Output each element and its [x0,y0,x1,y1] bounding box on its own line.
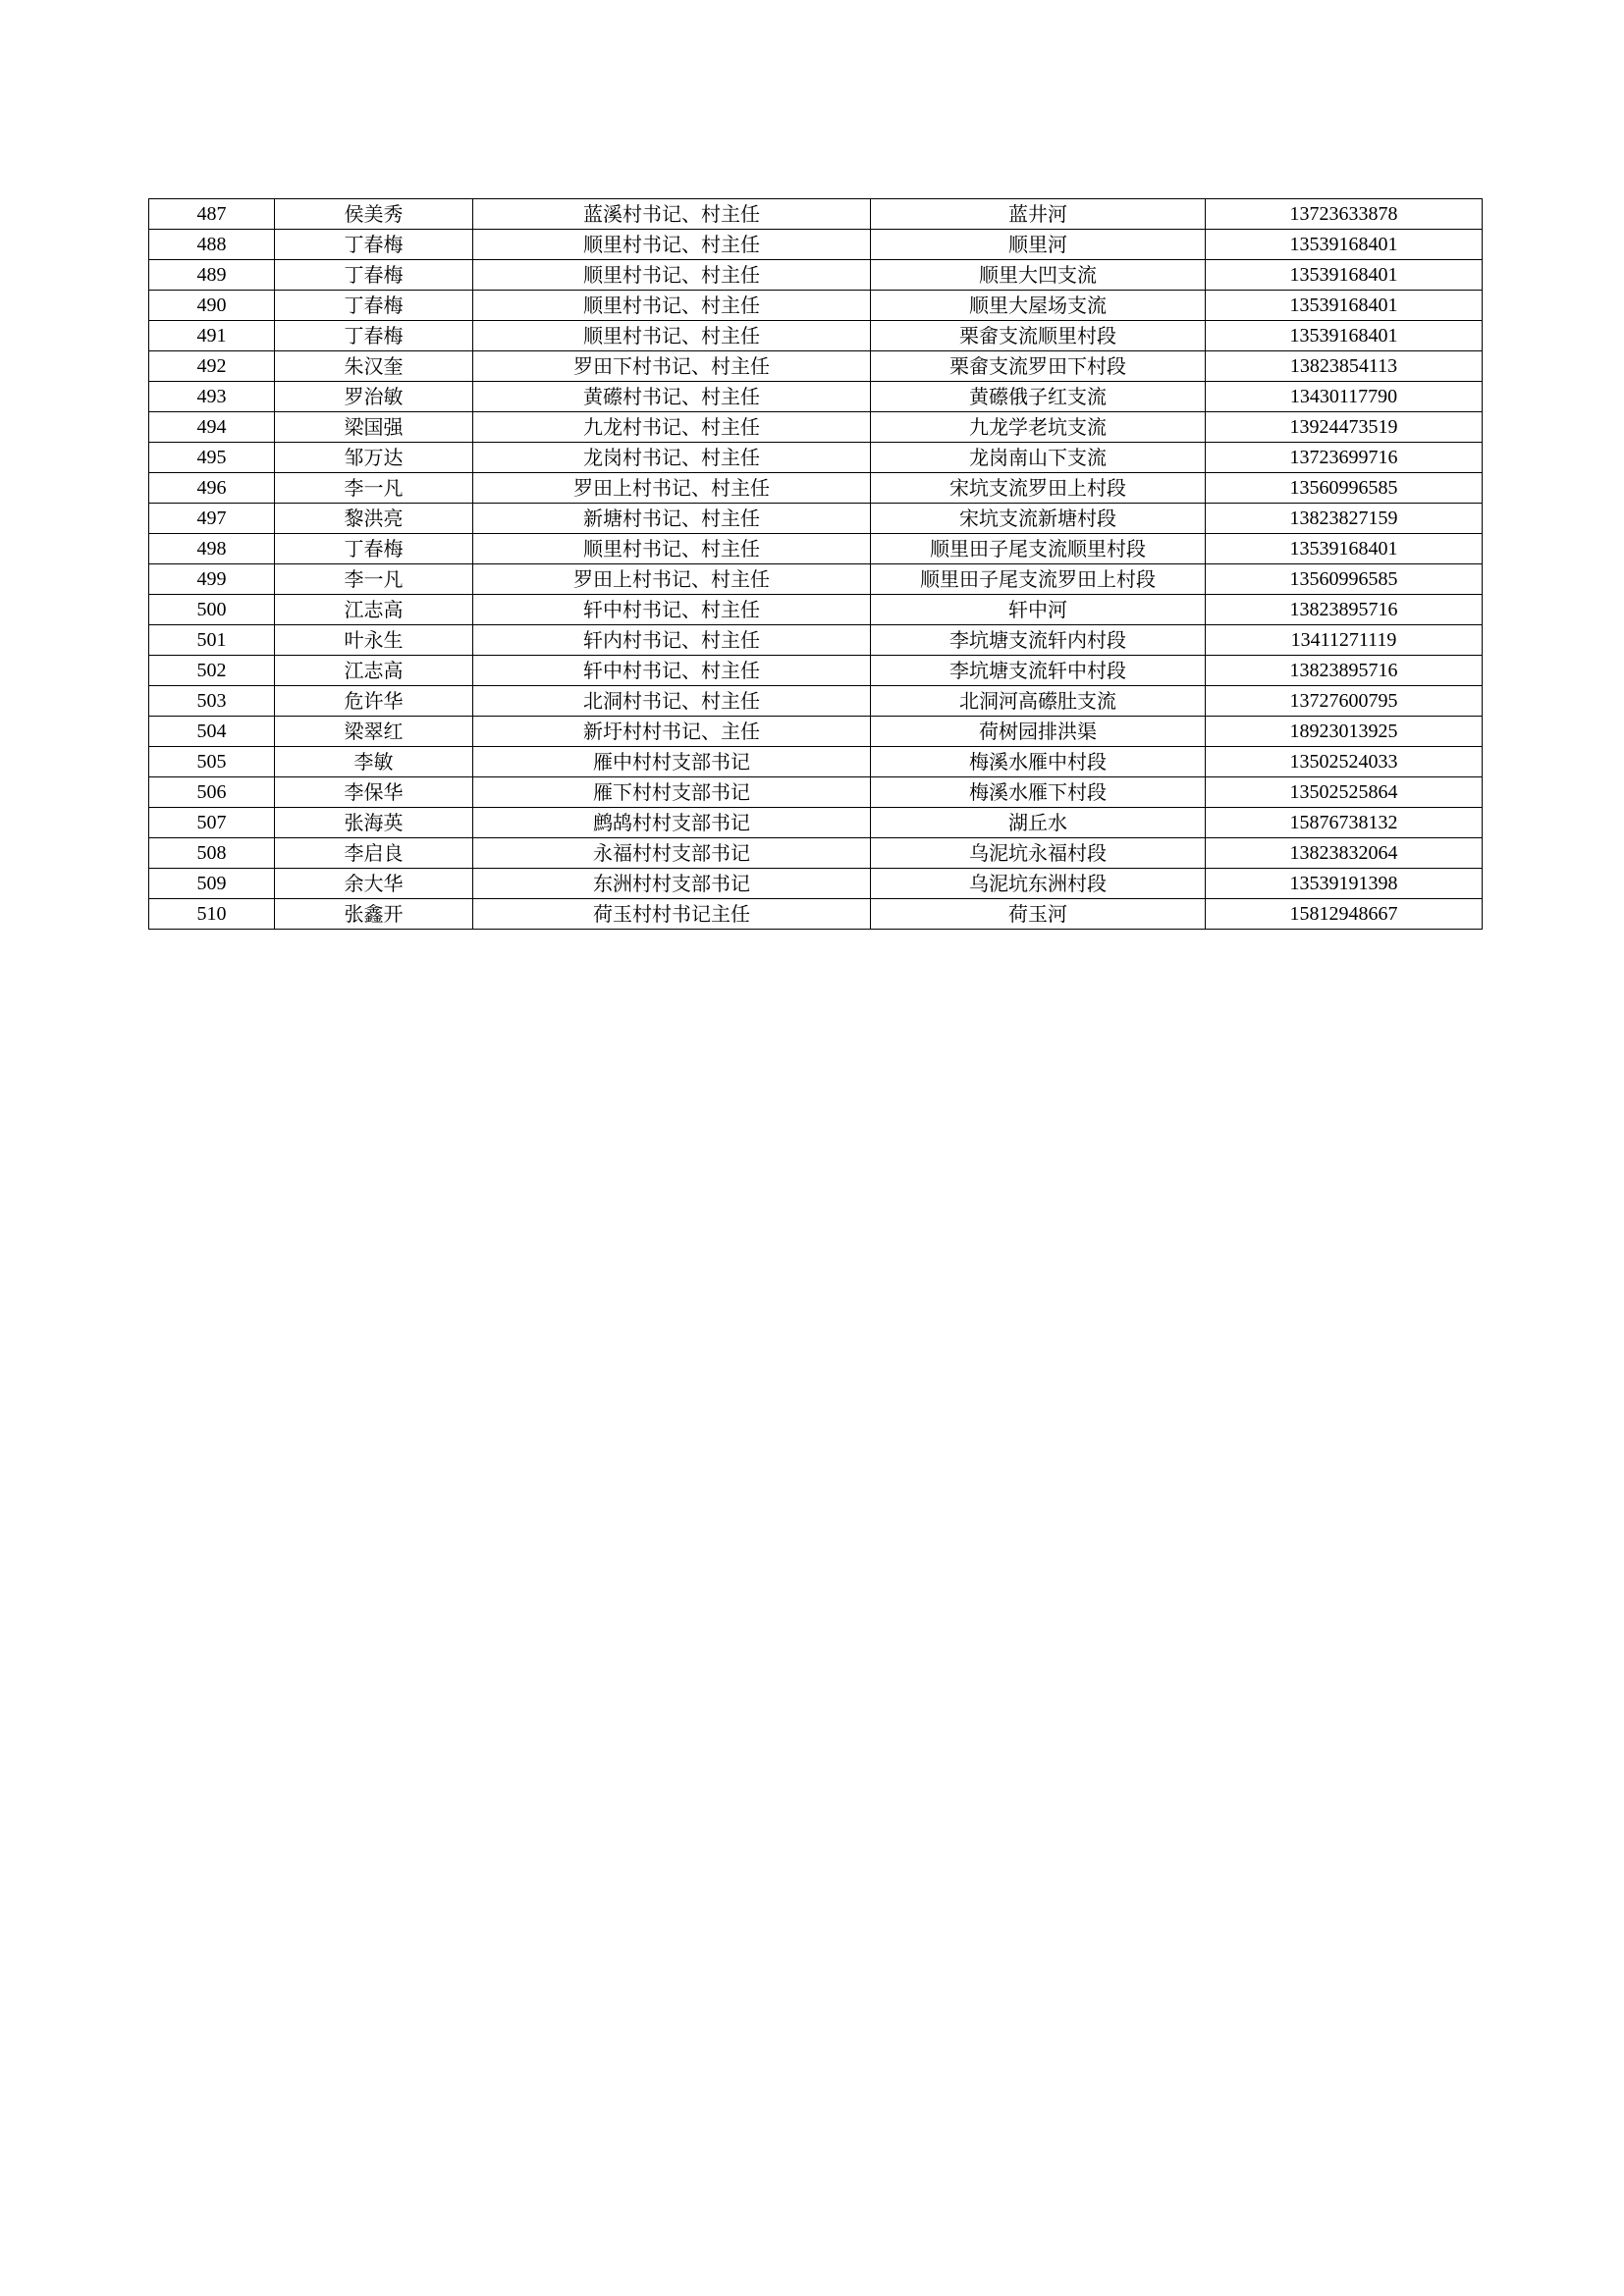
river-section-cell: 北洞河高礤肚支流 [871,686,1206,717]
position-cell: 轩中村书记、村主任 [473,595,871,625]
river-section-cell: 梅溪水雁中村段 [871,747,1206,777]
table-row [149,899,1483,930]
table-row [149,443,1483,473]
phone-number-cell: 13723633878 [1206,199,1483,230]
table-row [149,838,1483,869]
position-cell: 蓝溪村书记、村主任 [473,199,871,230]
river-section-cell: 顺里河 [871,230,1206,260]
phone-number-cell: 15812948667 [1206,899,1483,930]
row-number-cell: 506 [149,777,275,808]
river-section-cell: 荷树园排洪渠 [871,717,1206,747]
phone-number-cell: 13823895716 [1206,595,1483,625]
river-section-cell: 顺里田子尾支流罗田上村段 [871,564,1206,595]
table-row [149,869,1483,899]
person-name-cell: 张海英 [275,808,473,838]
phone-number-cell: 15876738132 [1206,808,1483,838]
table-row [149,595,1483,625]
person-name-cell: 梁国强 [275,412,473,443]
phone-number-cell: 13823827159 [1206,504,1483,534]
river-section-cell: 顺里田子尾支流顺里村段 [871,534,1206,564]
row-number-cell: 492 [149,351,275,382]
river-section-cell: 乌泥坑东洲村段 [871,869,1206,899]
phone-number-cell: 13430117790 [1206,382,1483,412]
position-cell: 顺里村书记、村主任 [473,321,871,351]
person-name-cell: 江志高 [275,595,473,625]
table-body [149,199,1483,930]
person-name-cell: 罗治敏 [275,382,473,412]
row-number-cell: 507 [149,808,275,838]
phone-number-cell: 13539168401 [1206,260,1483,291]
river-section-cell: 顺里大凹支流 [871,260,1206,291]
phone-number-cell: 13924473519 [1206,412,1483,443]
row-number-cell: 509 [149,869,275,899]
row-number-cell: 489 [149,260,275,291]
row-number-cell: 487 [149,199,275,230]
table-row [149,230,1483,260]
person-name-cell: 李一凡 [275,473,473,504]
row-number-cell: 502 [149,656,275,686]
person-name-cell: 李启良 [275,838,473,869]
phone-number-cell: 13539168401 [1206,321,1483,351]
row-number-cell: 491 [149,321,275,351]
table-row [149,199,1483,230]
row-number-cell: 498 [149,534,275,564]
person-name-cell: 丁春梅 [275,260,473,291]
table-row [149,656,1483,686]
phone-number-cell: 13502524033 [1206,747,1483,777]
row-number-cell: 488 [149,230,275,260]
person-name-cell: 李一凡 [275,564,473,595]
table-row [149,504,1483,534]
table-row [149,473,1483,504]
position-cell: 轩中村书记、村主任 [473,656,871,686]
person-name-cell: 李敏 [275,747,473,777]
table-row [149,808,1483,838]
position-cell: 黄礤村书记、村主任 [473,382,871,412]
river-section-cell: 轩中河 [871,595,1206,625]
person-name-cell: 丁春梅 [275,534,473,564]
river-section-cell: 李坑塘支流轩内村段 [871,625,1206,656]
phone-number-cell: 13727600795 [1206,686,1483,717]
table-row [149,412,1483,443]
person-name-cell: 丁春梅 [275,230,473,260]
position-cell: 罗田上村书记、村主任 [473,564,871,595]
phone-number-cell: 13560996585 [1206,564,1483,595]
row-number-cell: 508 [149,838,275,869]
phone-number-cell: 13560996585 [1206,473,1483,504]
position-cell: 顺里村书记、村主任 [473,260,871,291]
river-section-cell: 宋坑支流罗田上村段 [871,473,1206,504]
person-name-cell: 邹万达 [275,443,473,473]
river-section-cell: 九龙学老坑支流 [871,412,1206,443]
row-number-cell: 504 [149,717,275,747]
person-name-cell: 余大华 [275,869,473,899]
phone-number-cell: 13823854113 [1206,351,1483,382]
phone-number-cell: 13539191398 [1206,869,1483,899]
river-section-cell: 栗畲支流顺里村段 [871,321,1206,351]
row-number-cell: 490 [149,291,275,321]
person-name-cell: 丁春梅 [275,291,473,321]
table-row [149,625,1483,656]
position-cell: 罗田上村书记、村主任 [473,473,871,504]
phone-number-cell: 13539168401 [1206,230,1483,260]
position-cell: 罗田下村书记、村主任 [473,351,871,382]
position-cell: 顺里村书记、村主任 [473,230,871,260]
table-row [149,351,1483,382]
river-section-cell: 宋坑支流新塘村段 [871,504,1206,534]
row-number-cell: 505 [149,747,275,777]
position-cell: 顺里村书记、村主任 [473,534,871,564]
phone-number-cell: 13539168401 [1206,291,1483,321]
row-number-cell: 497 [149,504,275,534]
river-chief-table [148,198,1483,930]
phone-number-cell: 18923013925 [1206,717,1483,747]
person-name-cell: 丁春梅 [275,321,473,351]
phone-number-cell: 13723699716 [1206,443,1483,473]
position-cell: 鹧鸪村村支部书记 [473,808,871,838]
table-row [149,777,1483,808]
table-row [149,382,1483,412]
person-name-cell: 危许华 [275,686,473,717]
phone-number-cell: 13823895716 [1206,656,1483,686]
phone-number-cell: 13502525864 [1206,777,1483,808]
position-cell: 雁中村村支部书记 [473,747,871,777]
phone-number-cell: 13411271119 [1206,625,1483,656]
row-number-cell: 493 [149,382,275,412]
person-name-cell: 李保华 [275,777,473,808]
row-number-cell: 501 [149,625,275,656]
river-section-cell: 梅溪水雁下村段 [871,777,1206,808]
row-number-cell: 500 [149,595,275,625]
person-name-cell: 张鑫开 [275,899,473,930]
table-row [149,717,1483,747]
table-row [149,686,1483,717]
river-section-cell: 乌泥坑永福村段 [871,838,1206,869]
river-section-cell: 李坑塘支流轩中村段 [871,656,1206,686]
position-cell: 永福村村支部书记 [473,838,871,869]
position-cell: 顺里村书记、村主任 [473,291,871,321]
position-cell: 九龙村书记、村主任 [473,412,871,443]
table-row [149,260,1483,291]
position-cell: 雁下村村支部书记 [473,777,871,808]
position-cell: 新塘村书记、村主任 [473,504,871,534]
person-name-cell: 黎洪亮 [275,504,473,534]
row-number-cell: 503 [149,686,275,717]
position-cell: 荷玉村村书记主任 [473,899,871,930]
phone-number-cell: 13823832064 [1206,838,1483,869]
river-section-cell: 顺里大屋场支流 [871,291,1206,321]
position-cell: 东洲村村支部书记 [473,869,871,899]
table-row [149,291,1483,321]
person-name-cell: 叶永生 [275,625,473,656]
row-number-cell: 495 [149,443,275,473]
position-cell: 轩内村书记、村主任 [473,625,871,656]
table-row [149,534,1483,564]
river-section-cell: 湖丘水 [871,808,1206,838]
position-cell: 龙岗村书记、村主任 [473,443,871,473]
row-number-cell: 499 [149,564,275,595]
person-name-cell: 梁翠红 [275,717,473,747]
person-name-cell: 江志高 [275,656,473,686]
person-name-cell: 侯美秀 [275,199,473,230]
phone-number-cell: 13539168401 [1206,534,1483,564]
river-section-cell: 龙岗南山下支流 [871,443,1206,473]
row-number-cell: 496 [149,473,275,504]
row-number-cell: 494 [149,412,275,443]
river-section-cell: 蓝井河 [871,199,1206,230]
position-cell: 北洞村书记、村主任 [473,686,871,717]
table-row [149,747,1483,777]
table-row [149,321,1483,351]
river-section-cell: 荷玉河 [871,899,1206,930]
river-section-cell: 黄礤俄子红支流 [871,382,1206,412]
position-cell: 新圩村村书记、主任 [473,717,871,747]
row-number-cell: 510 [149,899,275,930]
table-row [149,564,1483,595]
person-name-cell: 朱汉奎 [275,351,473,382]
river-section-cell: 栗畲支流罗田下村段 [871,351,1206,382]
